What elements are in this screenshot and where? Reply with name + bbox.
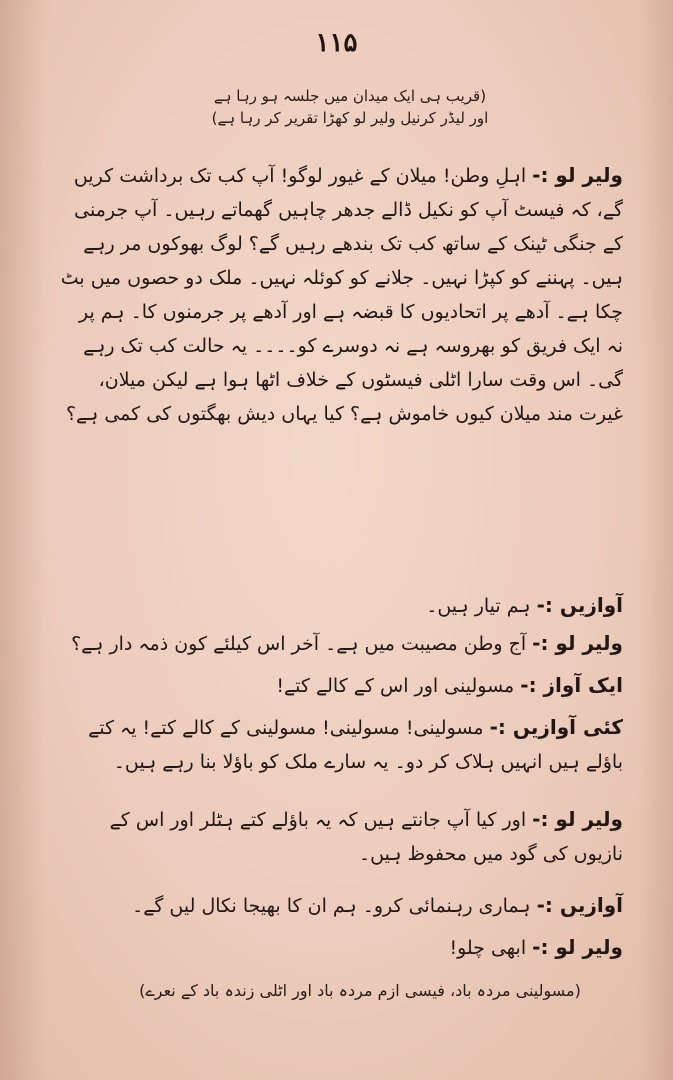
dialogue-block-6 — [58, 802, 623, 884]
dialogue-block-2 — [58, 588, 623, 623]
stage-direction-line-2: اور لیڈر کرنیل ولیر لو کھڑا تقریر کر رہا ہے) — [211, 109, 489, 127]
dialogue-block-5 — [58, 710, 623, 800]
dialogue-text: مسولینی! مسولینی! مسولینی کے کالے کتے! یہ کتے باؤلے ہیں انہیں ہلاک کر دو۔ یہ سارے ملک کو باؤلا بنا رہے ہیں۔ — [88, 717, 623, 773]
dialogue-text: ہماری رہنمائی کرو۔ ہم ان کا بھیجا نکال لیں گے۔ — [132, 895, 531, 917]
speaker-label: آوازیں :- — [536, 893, 623, 917]
page-right-shadow — [639, 0, 673, 1080]
page-left-shadow — [0, 0, 45, 1080]
dialogue-text: اور کیا آپ جانتے ہیں کہ یہ باؤلے کتے ہٹلر اور اس کے نازیوں کی گود میں محفوظ ہیں۔ — [109, 809, 623, 865]
dialogue-text: ہم تیار ہیں۔ — [426, 595, 531, 617]
speaker-label: کئی آوازیں :- — [489, 715, 623, 739]
dialogue-block-8 — [58, 930, 623, 965]
stage-direction-line-1: (قریب ہی ایک میدان میں جلسہ ہو رہا ہے — [213, 87, 487, 105]
dialogue-block-1 — [58, 158, 623, 588]
speaker-label: ولیر لو :- — [532, 807, 623, 831]
speaker-label: ولیر لو :- — [532, 935, 623, 959]
dialogue-block-7 — [58, 888, 623, 923]
page-number: ۱۱۵ — [315, 28, 358, 58]
dialogue-text: اہلِ وطن! میلان کے غیور لوگو! آپ کب تک برداشت کریں گے، کہ فیسٹ آپ کو نکیل ڈالے جدھر چاہیں گھماتے رہیں۔ آپ جرمنی کے جنگی ٹینک کے ساتھ کب تک بندھے رہیں گے؟ لوگ بھوکوں مر رہے ہیں۔ پہننے کو کپڑا نہیں۔ جلانے کو کوئلہ نہیں۔ ملک دو حصوں میں بٹ چکا ہے۔ آدھے پر اتحادیوں کا قبضہ ہے اور آدھے پر جرمنوں کا۔ ہم پر نہ ایک فریق کو بھروسہ ہے نہ دوسرے کو۔۔۔۔ یہ حالت کب تک رہے گی۔ اس وقت سارا اٹلی فیسٹوں کے خلاف اٹھا ہوا ہے لیکن میلان، غیرت مند میلان کیوں خاموش ہے؟ کیا یہاں دیش بھگتوں کی کمی ہے؟ — [60, 165, 623, 425]
dialogue-block-3 — [58, 626, 623, 661]
speaker-label: آوازیں :- — [536, 593, 623, 617]
dialogue-block-4 — [58, 668, 623, 703]
speaker-label: ولیر لو :- — [532, 631, 623, 655]
closing-stage-direction: (مسولینی مردہ باد، فیسی ازم مردہ باد اور اٹلی زندہ باد کے نعرے) — [139, 981, 581, 1000]
speaker-label: ایک آواز :- — [520, 673, 623, 697]
dialogue-text: آج وطن مصیبت میں ہے۔ آخر اس کیلئے کون ذمہ دار ہے؟ — [71, 633, 527, 655]
speaker-label: ولیر لو :- — [532, 163, 623, 187]
dialogue-text: ابھی چلو! — [449, 937, 527, 959]
dialogue-text: مسولینی اور اس کے کالے کتے! — [276, 675, 515, 697]
